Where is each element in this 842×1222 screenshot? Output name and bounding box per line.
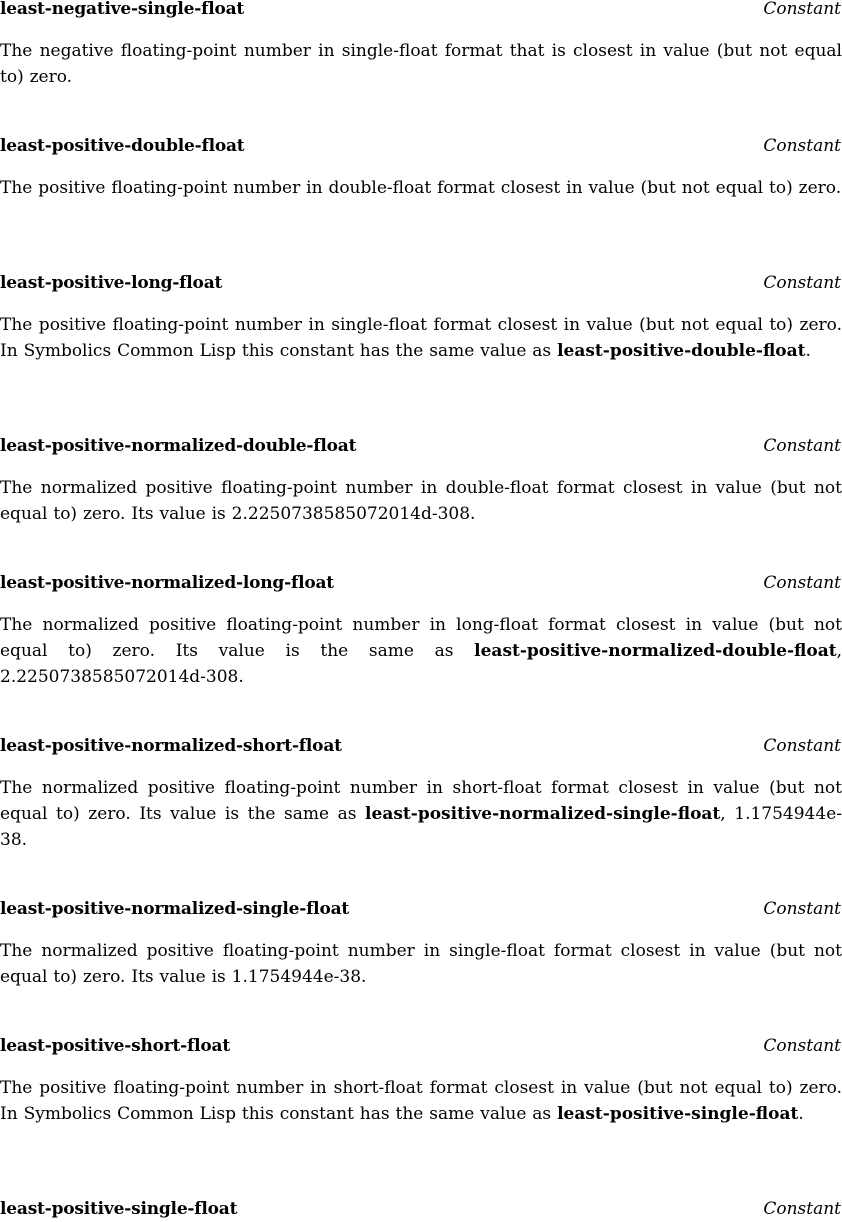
entry-header <box>0 737 842 759</box>
entry-least-negative-single-float <box>0 0 842 90</box>
entry-name: least-positive-normalized-short-float <box>0 736 342 756</box>
entry-kind: Constant <box>763 436 841 456</box>
entry-kind: Constant <box>763 1036 841 1056</box>
description-text: . <box>798 1104 804 1124</box>
entry-least-positive-normalized-single-float <box>0 900 842 990</box>
entry-description <box>0 612 842 690</box>
entry-name: least-positive-normalized-long-float <box>0 573 334 593</box>
entry-kind: Constant <box>763 136 841 156</box>
entry-name: least-positive-normalized-single-float <box>0 899 350 919</box>
entry-header <box>0 274 842 296</box>
entry-least-positive-normalized-double-float <box>0 437 842 527</box>
entry-kind: Constant <box>763 573 841 593</box>
cross-reference: least-positive-normalized-double-float <box>474 641 837 661</box>
cross-reference: least-positive-single-float <box>557 1104 799 1124</box>
entry-header <box>0 0 842 22</box>
entry-name: least-positive-single-float <box>0 1199 238 1219</box>
entry-header <box>0 900 842 922</box>
description-text: The normalized positive floating-point number in long-float format closest in value (but not equal to) zero. Its value is the same as <box>0 615 842 661</box>
description-text: The normalized positive floating-point number in single-float format closest in value (but not equal to) zero. Its value is 1.1754944e-38. <box>0 941 842 987</box>
entry-header <box>0 437 842 459</box>
description-text: The positive floating-point number in double-float format closest in value (but not equal to) zero. <box>0 178 842 198</box>
entry-least-positive-short-float <box>0 1037 842 1127</box>
entry-description <box>0 775 842 853</box>
entry-description <box>0 38 842 90</box>
description-text: . <box>805 341 811 361</box>
entry-kind: Constant <box>763 273 841 293</box>
description-text: The negative floating-point number in single-float format that is closest in value (but not equal to) zero. <box>0 41 842 87</box>
entry-kind: Constant <box>763 0 841 19</box>
description-text: The positive floating-point number in short-float format closest in value (but not equal to) zero. In Symbolics Common Lisp this constant has the same value as <box>0 1078 842 1124</box>
entry-description <box>0 312 842 364</box>
entry-description <box>0 175 842 201</box>
entry-description <box>0 1075 842 1127</box>
description-text: , 2.2250738585072014d-308. <box>0 641 842 687</box>
entry-name: least-positive-long-float <box>0 273 223 293</box>
entry-header <box>0 137 842 159</box>
description-text: The normalized positive floating-point number in short-float format closest in value (but not equal to) zero. Its value is the same as <box>0 778 842 824</box>
description-text: The positive floating-point number in single-float format closest in value (but not equal to) zero. In Symbolics Common Lisp this constant has the same value as <box>0 315 842 361</box>
entry-least-positive-long-float <box>0 274 842 364</box>
entry-header <box>0 1037 842 1059</box>
entry-least-positive-normalized-short-float <box>0 737 842 853</box>
entry-name: least-positive-normalized-double-float <box>0 436 357 456</box>
entry-name: least-negative-single-float <box>0 0 245 19</box>
entry-kind: Constant <box>763 736 841 756</box>
entry-kind: Constant <box>763 1199 841 1219</box>
entry-description <box>0 938 842 990</box>
cross-reference: least-positive-double-float <box>557 341 806 361</box>
entry-kind: Constant <box>763 899 841 919</box>
cross-reference: least-positive-normalized-single-float <box>365 804 721 824</box>
description-text: The normalized positive floating-point number in double-float format closest in value (but not equal to) zero. Its value is 2.2250738585072014d-308. <box>0 478 842 524</box>
entry-name: least-positive-short-float <box>0 1036 230 1056</box>
entry-name: least-positive-double-float <box>0 136 245 156</box>
description-text: , 1.1754944e-38. <box>0 804 842 850</box>
entry-least-positive-normalized-long-float <box>0 574 842 690</box>
entry-description <box>0 475 842 527</box>
entry-least-positive-double-float <box>0 137 842 201</box>
entry-header <box>0 574 842 596</box>
